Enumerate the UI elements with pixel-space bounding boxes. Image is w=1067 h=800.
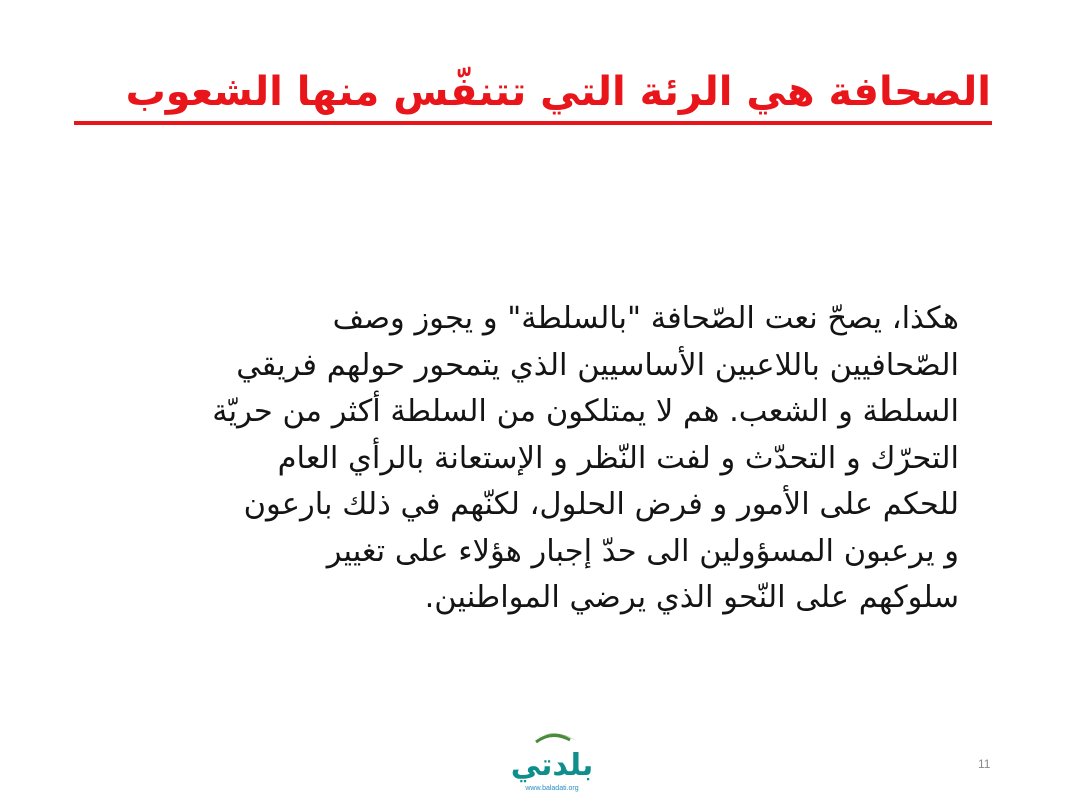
slide-number: 11 [978,757,991,771]
body-line-2: الصّحافيين باللاعبين الأساسيين الذي يتمحور حولهم فريقي [236,347,959,383]
body-line-1: هكذا، يصحّ نعت الصّحافة "بالسلطة" و يجوز وصف [332,301,959,336]
logo-url: www.baladati.org [525,785,579,792]
body-line-3: السلطة و الشعب. هم لا يمتلكون من السلطة أكثر من حريّة [212,394,959,429]
body-line-4: التحرّك و التحدّث و لفت النّظر و الإستعانة بالرأي العام [277,440,959,476]
slide-title: الصحافة هي الرئة التي تتنفّس منها الشعوب [125,69,991,115]
baladati-logo-graphic [490,720,610,795]
body-line-5: للحكم على الأمور و فرض الحلول، لكنّهم في ذلك بارعون [243,487,959,522]
baladati-logo [490,720,610,795]
title-underline [74,121,992,125]
logo-wordmark: بلدتي [510,748,594,783]
slide-body [59,296,959,622]
body-line-6: و يرعبون المسؤولين الى حدّ إجبار هؤلاء على تغيير [326,533,959,569]
body-line-7: سلوكهم على النّحو الذي يرضي المواطنين. [424,580,959,615]
